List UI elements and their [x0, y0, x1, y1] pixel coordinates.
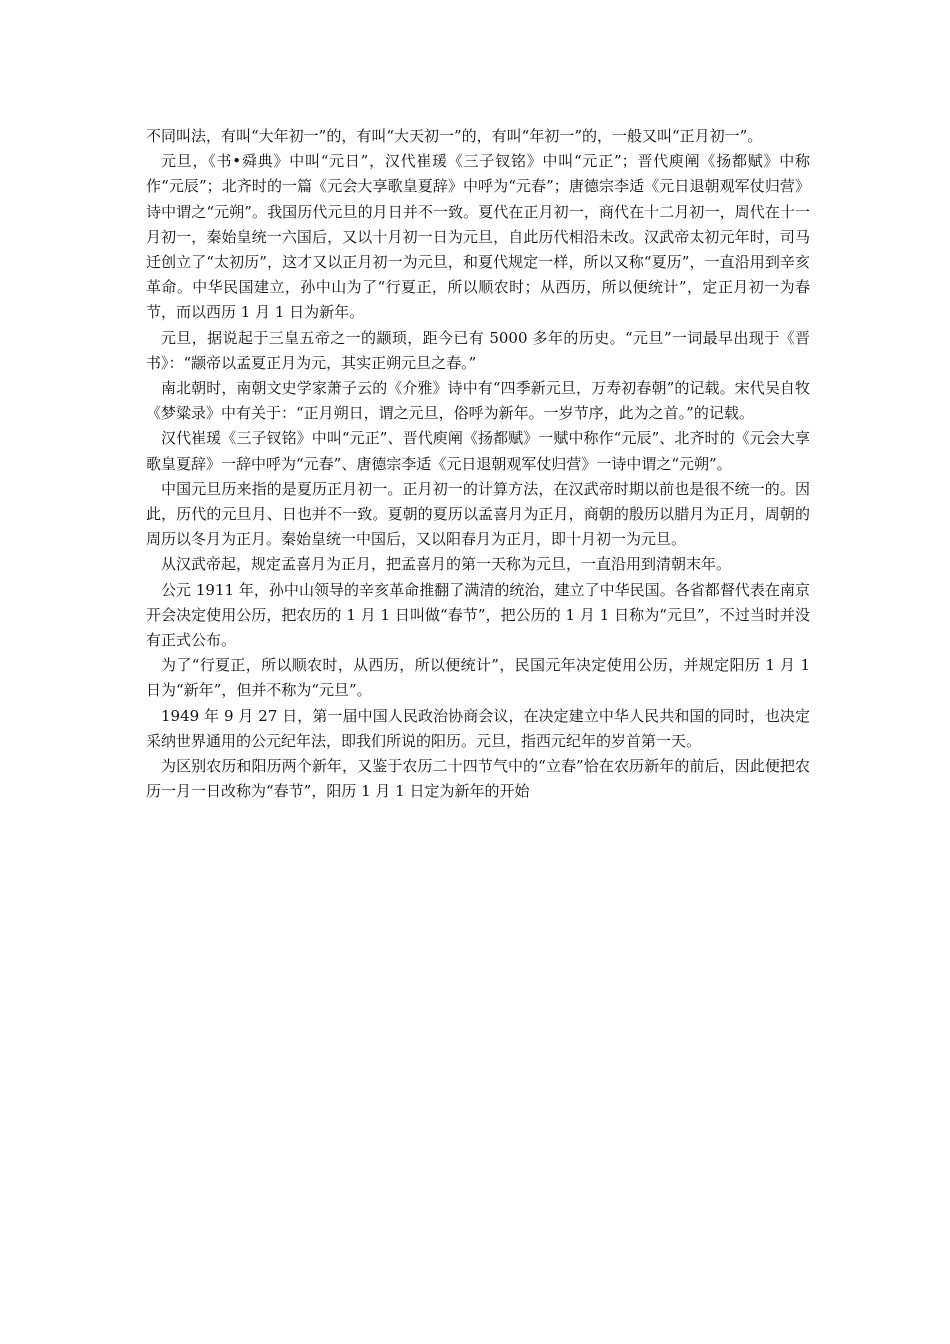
paragraph: 为区别农历和阳历两个新年，又鉴于农历二十四节气中的“立春”恰在农历新年的前后，因此便把农历一月一日改称为“春节”，阳历 1 月 1 日定为新年的开始	[146, 757, 810, 801]
paragraph: 为了“行夏正，所以顺农时，从西历，所以便统计”，民国元年决定使用公历，并规定阳历 1 月 1 日为“新年”，但并不称为“元旦”。	[146, 656, 810, 700]
paragraph: 南北朝时，南朝文史学家萧子云的《介雅》诗中有“四季新元旦，万寿初春朝”的记载。宋代吴自牧《梦粱录》中有关于：“正月朔日，谓之元旦，俗呼为新年。一岁节序，此为之首。”的记载。	[146, 379, 810, 423]
document-body	[146, 124, 810, 804]
paragraph: 中国元旦历来指的是夏历正月初一。正月初一的计算方法，在汉武帝时期以前也是很不统一的。因此，历代的元旦月、日也并不一致。夏朝的夏历以孟喜月为正月，商朝的殷历以腊月为正月，周朝的周历以冬月为正月。秦始皇统一中国后，又以阳春月为正月，即十月初一为元旦。	[146, 479, 810, 549]
paragraph: 元旦，据说起于三皇五帝之一的颛顼，距今已有 5000 多年的历史。“元旦”一词最早出现于《晋书》：“颛帝以孟夏正月为元，其实正朔元旦之春。”	[146, 328, 810, 372]
paragraph: 从汉武帝起，规定孟喜月为正月，把孟喜月的第一天称为元旦，一直沿用到清朝末年。	[161, 555, 732, 574]
paragraph: 元旦，《书•舜典》中叫“元日”，汉代崔瑗《三子钗铭》中叫“元正”；晋代庾阐《扬都赋》中称作“元辰”；北齐时的一篇《元会大享歌皇夏辞》中呼为“元春”；唐德宗李适《元日退朝观军仗归营》诗中谓之“元朔”。我国历代元旦的月日并不一致。夏代在正月初一，商代在十二月初一，周代在十一月初一，秦始皇统一六国后，又以十月初一日为元旦，自此历代相沿未改。汉武帝太初元年时，司马迁创立了“太初历”，这才又以正月初一为元旦，和夏代规定一样，所以又称“夏历”，一直沿用到辛亥革命。中华民国建立，孙中山为了“行夏正，所以顺农时；从西历，所以便统计”，定正月初一为春节，而以西历 1 月 1 日为新年。	[146, 152, 810, 322]
paragraph: 公元 1911 年，孙中山领导的辛亥革命推翻了满清的统治，建立了中华民国。各省都督代表在南京开会决定使用公历，把农历的 1 月 1 日叫做“春节”，把公历的 1 月 1 日称为“元旦”，不过当时并没有正式公布。	[146, 580, 810, 650]
paragraph: 1949 年 9 月 27 日，第一届中国人民政治协商会议，在决定建立中华人民共和国的同时，也决定采纳世界通用的公元纪年法，即我们所说的阳历。元旦，指西元纪年的岁首第一天。	[146, 706, 810, 750]
paragraph: 不同叫法，有叫“大年初一”的，有叫“大天初一”的，有叫“年初一”的，一般又叫“正月初一”。	[146, 127, 763, 145]
paragraph: 汉代崔瑗《三子钗铭》中叫“元正”、晋代庾阐《扬都赋》一赋中称作“元辰”、北齐时的《元会大享歌皇夏辞》一辞中呼为“元春”、唐德宗李适《元日退朝观军仗归营》一诗中谓之“元朔”。	[146, 429, 810, 473]
